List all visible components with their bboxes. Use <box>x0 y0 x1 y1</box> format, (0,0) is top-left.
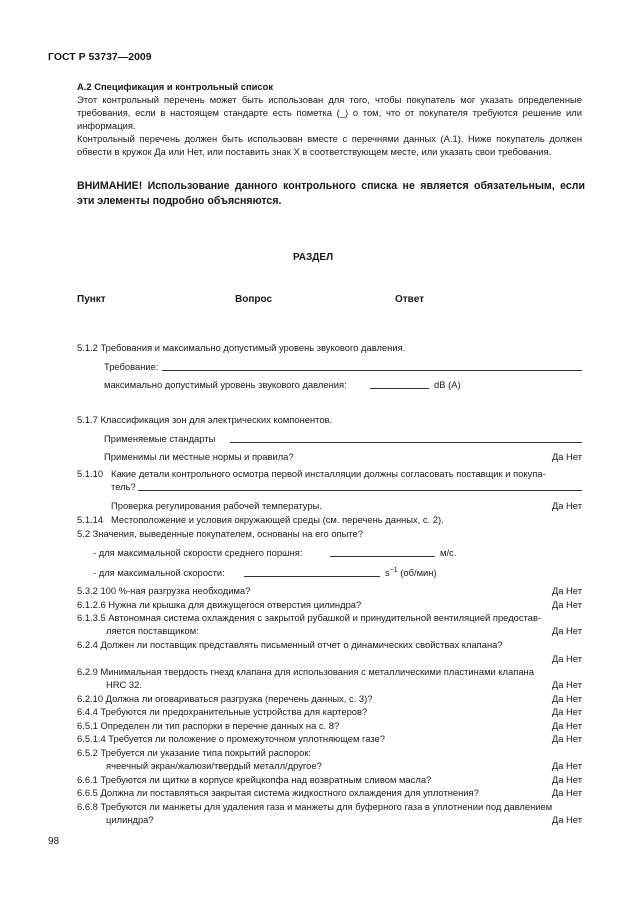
item-5-1-14: Местоположение и условия окружающей среды (см. перечень данных, с. 2). <box>111 514 444 525</box>
yes-no-answer[interactable]: Да Нет <box>551 787 582 798</box>
item-6-1-3-5-cont: ляется поставщиком: <box>106 625 199 636</box>
piston-speed-field[interactable] <box>330 556 435 557</box>
local-rules-question: Применимы ли местные нормы и правила? <box>104 451 294 462</box>
yes-no-answer[interactable]: Да Нет <box>551 599 582 610</box>
max-speed-label: - для максимальной скорости: <box>93 567 225 578</box>
section-heading: РАЗДЕЛ <box>293 252 334 263</box>
item-5-1-2: 5.1.2 Требования и максимально допустимый уровень звукового давления. <box>77 342 406 353</box>
item-6-5-2: 6.5.2 Требуется ли указание типа покрытий распорок: <box>77 747 312 758</box>
piston-speed-unit: м/с. <box>440 547 457 558</box>
yes-no-answer[interactable]: Да Нет <box>551 500 582 511</box>
item-6-5-1-4: 6.5.1.4 Требуется ли положение о промежуточном уплотняющем газе? <box>77 733 386 744</box>
standards-label: Применяемые стандарты <box>104 433 216 444</box>
item-6-6-8: 6.6.8 Требуются ли манжеты для удаления газа и манжеты для буферного газа в уплотнении под давлением <box>77 801 553 812</box>
yes-no-answer[interactable]: Да Нет <box>551 733 582 744</box>
intro-paragraph-1: Этот контрольный перечень может быть использован для того, чтобы покупатель мог указать определенные требования, если в настоящем стандарте есть пометка (_) о том, что от покупателя требуются решение или информация. <box>77 94 582 131</box>
requirement-field[interactable] <box>162 370 582 371</box>
column-question: Вопрос <box>235 294 273 305</box>
yes-no-answer[interactable]: Да Нет <box>551 679 582 690</box>
section-title: А.2 Спецификация и контрольный список <box>77 81 274 92</box>
intro-paragraph-2: Контрольный перечень должен быть использован вместе с перечнями данных (А.1). Ниже покупатель должен обвести в кружок Да или Нет, или поставить знак X в соответствующем месте, или указать свои требования. <box>77 133 582 157</box>
item-6-2-9-cont: HRC 32. <box>106 679 142 690</box>
inspection-field[interactable] <box>138 490 582 491</box>
yes-no-answer[interactable]: Да Нет <box>551 814 582 825</box>
item-6-2-9: 6.2.9 Минимальная твердость гнезд клапана для использования с металлическими пластинами клапана <box>77 666 534 677</box>
item-6-6-1: 6.6.1 Требуются ли щитки в корпусе крейцкопфа над возвратным сливом масла? <box>77 774 432 785</box>
item-6-2-4: 6.2.4 Должен ли поставщик представлять письменный отчет о динамических свойствах клапана? <box>77 639 503 650</box>
yes-no-answer[interactable]: Да Нет <box>551 625 582 636</box>
item-5-1-7: 5.1.7 Классификация зон для электрических компонентов. <box>77 414 333 425</box>
item-6-5-1: 6.5.1 Определен ли тип распорки в перечне данных на с. 8? <box>77 720 340 731</box>
max-speed-field[interactable] <box>244 576 380 577</box>
requirement-label: Требование: <box>104 361 159 372</box>
item-5-2: 5.2 Значения, выведенные покупателем, основаны на его опыте? <box>77 528 363 539</box>
yes-no-answer[interactable]: Да Нет <box>551 693 582 704</box>
yes-no-answer[interactable]: Да Нет <box>551 706 582 717</box>
item-6-6-8-cont: цилиндра? <box>106 814 154 825</box>
item-number: 5.1.10 <box>77 468 104 479</box>
max-level-label: максимально допустимый уровень звукового давления: <box>104 379 347 390</box>
max-level-unit: dB (A) <box>434 379 461 390</box>
standards-field[interactable] <box>230 442 582 443</box>
yes-no-answer[interactable]: Да Нет <box>551 774 582 785</box>
column-answer: Ответ <box>395 294 425 305</box>
item-6-5-2-cont: ячеечный экран/жалюзи/твердый металл/другое? <box>106 760 322 771</box>
yes-no-answer[interactable]: Да Нет <box>551 653 582 664</box>
yes-no-answer[interactable]: Да Нет <box>551 720 582 731</box>
item-5-1-10-cont: тель? <box>111 481 136 492</box>
item-5-3-2: 5.3.2 100 %-ная разгрузка необходима? <box>77 585 251 596</box>
item-6-1-3-5: 6.1.3.5 Автономная система охлаждения с закрытой рубашкой и принудительной вентиляцией предостав- <box>77 612 542 623</box>
item-number: 5.1.14 <box>77 514 104 525</box>
piston-speed-label: - для максимальной скорости среднего поршня: <box>93 547 303 558</box>
item-5-1-10: Какие детали контрольного осмотра первой инсталляции должны согласовать поставщик и покупа- <box>111 468 546 479</box>
item-6-4-4: 6.4.4 Требуются ли предохранительные устройства для картеров? <box>77 706 368 717</box>
document-number: ГОСТ Р 53737—2009 <box>48 51 152 63</box>
temperature-check: Проверка регулирования рабочей температуры. <box>111 500 322 511</box>
max-speed-unit: $s^{-1}$ (об/мин) <box>385 566 437 578</box>
column-item: Пункт <box>77 294 106 305</box>
warning-note: ВНИМАНИЕ! Использование данного контрольного списка не является обязательным, если эти элементы подробно объясняются. <box>77 180 585 207</box>
page-number: 98 <box>48 836 60 847</box>
yes-no-answer[interactable]: Да Нет <box>551 760 582 771</box>
item-6-1-2-6: 6.1.2.6 Нужна ли крышка для движущегося отверстия цилиндра? <box>77 599 362 610</box>
item-6-6-5: 6.6.5 Должна ли поставляться закрытая система жидкостного охлаждения для уплотнения? <box>77 787 479 798</box>
max-level-field[interactable] <box>370 388 429 389</box>
item-6-2-10: 6.2.10 Должна ли оговариваться разгрузка (перечень данных, с. 3)? <box>77 693 373 704</box>
yes-no-answer[interactable]: Да Нет <box>551 451 582 462</box>
yes-no-answer[interactable]: Да Нет <box>551 585 582 596</box>
